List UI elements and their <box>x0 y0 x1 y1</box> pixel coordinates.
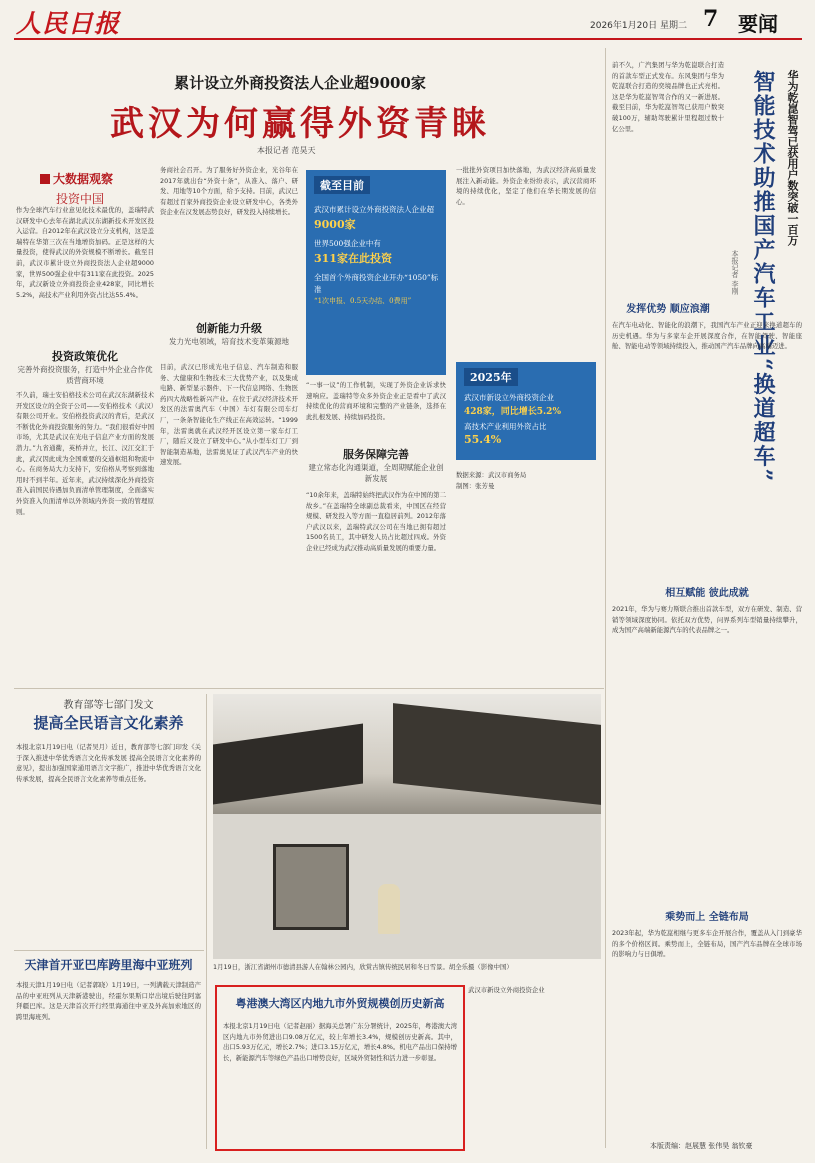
masthead <box>0 0 815 44</box>
section2-subtitle: 发力光电领域，培育技术变革策源地 <box>169 337 289 346</box>
infobox2-stats <box>456 362 596 460</box>
section2-text: 目前，武汉已形成光电子信息、汽车制造和服务、大健康和生物技术三大优势产业，以及集成电路、新型显示器件、下一代信息网络、生物医药四大战略性新兴产业。在位于武汉经济技术开发区的法雷奥汽车（中国）车灯有限公司车灯厂，一条条智能化生产线正在高效运转。“1999年，法雷奥就在武汉经开区设立第一家车灯工厂，随后又设立了研发中心。”从小型车灯工厂到智能制造基地，法雷奥见证了武汉汽车产业的快速发展。 <box>160 363 298 467</box>
section3-title: 服务保障完善 <box>343 448 409 461</box>
right-article-kicker: 华为乾崑智驾已获用户数突破一百万 <box>786 70 799 246</box>
column-tag <box>40 170 160 207</box>
closing-credit: 数据来源：武汉市商务局 制图：张芳曼 <box>456 471 527 490</box>
right-section2-title: 相互赋能 彼此成就 <box>665 588 749 599</box>
infobox2-item2-value: 55.4% <box>464 433 502 446</box>
right-text1: 前不久，广汽集团与华为乾崑联合打造的首款车型正式发布。东风集团与华为乾崑联合打造的奕境品牌也正式亮相。这是华为乾崑智驾合作的又一新进展。截至目前，华为乾崑智驾已获用户数突破100万，辅助驾驶累计里程超过数十亿公里。 <box>612 61 724 133</box>
boxed-article <box>215 985 465 1151</box>
right-text4: 2023年起，华为乾崑相继与更多车企开展合作，覆盖从入门到豪华的多个价格区间。乘势而上，全链布局，国产汽车品牌在全球市场的影响力与日俱增。 <box>612 929 802 959</box>
photo-person <box>378 884 400 934</box>
column-tag-label: 大数据观察 <box>53 172 114 186</box>
photo-wall <box>213 814 601 959</box>
page-number: 7 <box>703 6 719 32</box>
right-article-headline: 智能技术助推国产汽车工业“换道超车” <box>750 70 776 484</box>
section1-subtitle: 完善外商投资服务，打造中外企业合作优质营商环境 <box>17 365 153 385</box>
right-section3-title: 乘势而上 全链布局 <box>665 912 749 923</box>
section1-title: 投资政策优化 <box>52 350 118 363</box>
page-editors: 本版责编：赵展慧 张伟昊 翁钦豪 <box>650 1142 753 1150</box>
photo-caption: 1月19日，浙江省湖州市德清县游人在翰林公园内，欣赏古镇传统民居和冬日雪景。胡全乐摄（影像中国） <box>213 963 513 971</box>
infobox-item3-label: 全国首个外商投资企业开办“1050”标准 <box>314 273 439 294</box>
section3-text: “10余年来，盖瑞特始终把武汉作为在中国的第二故乡。”在盖瑞特全球副总裁看来，中国区在经营规模、研发投入等方面一直稳居前列。2012年落户武汉以来，盖瑞特武汉公司在当地已拥有超过1500名员工，其中研发人员占比超过四成。外资企业已经成为武汉推动高质量发展的重要力量。 <box>306 491 446 552</box>
bottom-left-text: 本报北京1月19日电（记者吴月）近日，教育部等七部门印发《关于深入推进中华优秀语言文化传承发展 提高全民语言文化素养的意见》，提出加强国家通用语言文字推广，推进中华优秀语言文化传承发展，提高全民语言文化素养等重点任务。 <box>16 743 201 783</box>
section-name: 要闻 <box>738 12 778 36</box>
main-article-headline: 武汉为何赢得外资青睐 <box>110 104 490 144</box>
right-article-byline: 本报记者 李刚 <box>731 250 739 295</box>
right-column-divider <box>605 48 606 1148</box>
right-text2: 在汽车电动化、智能化的浪潮下，我国汽车产业正迎来换道超车的历史机遇。华为与多家车企开展深度合作，在智能驾驶、智能座舱、智能电动等领域持续投入，推动国产汽车品牌向高端迈进。 <box>612 321 802 351</box>
bottom-left-headline2: 天津首开亚巴库跨里海中亚班列 <box>24 958 193 972</box>
photo-roof-left <box>213 723 363 804</box>
column2-text: 务商社会召开。为了服务好外资企业，光谷年在2017年就出台“外资十条”，从准入、落户、研发、用地等10个方面，给予支持。目前，武汉已有超过百家外商投资企业设立研发中心，各类外资企业在汉发展态势良好，研发投入持续增长。 <box>160 166 298 217</box>
bottom-left-tag: 教育部等七部门发文 <box>63 700 154 711</box>
masthead-rule <box>14 38 802 40</box>
section2-title: 创新能力升级 <box>196 322 262 335</box>
infobox-item2-value: 311家在此投资 <box>314 252 392 265</box>
bottom-left-text2: 本报天津1月19日电（记者郭晓）1月19日，一列满载天津制造产品的中亚班列从天津新港驶出，经霍尔果斯口岸出境后驶往阿塞拜疆巴库。这是天津首次开行经里海通往中亚及外高加索地区的跨里海班列。 <box>16 981 201 1021</box>
photo-roof-right <box>393 703 601 805</box>
newspaper-logo: 人民日报 <box>16 9 121 38</box>
infobox-item3-value: “1次申报、0.5天办结、0费用” <box>314 297 412 305</box>
infobox-title: 截至目前 <box>314 176 370 194</box>
infobox-item1-value: 9000家 <box>314 218 356 231</box>
infobox2-item1-value: 428家，同比增长5.2% <box>464 407 561 417</box>
right-section1-title: 发挥优势 顺应浪潮 <box>626 304 710 315</box>
boxed-article-continuation <box>468 985 600 1147</box>
right-text3: 2021年，华为与赛力斯联合推出首款车型，双方在研发、制造、营销等领域深度协同。依托双方优势，问界系列车型销量持续攀升，成为国产高端新能源汽车的代表品牌之一。 <box>612 605 802 635</box>
section1-text: 不久前，瑞士安伯格技术公司在武汉东湖新技术开发区设立的全资子公司——安伯格技术（武汉）有限公司开业。安伯格投资武汉的背后，是武汉不断优化外商投资服务的努力。“我们很看好中国市场，尤其是武汉在光电子信息产业方面的发展潜力。”九省通衢，英桥并立，长江、汉江交汇于此，武汉因此成为全国重要的交通枢纽和物流中心。在商务局大力支持下，安伯格从考察到落地用时不到半年。近年来，武汉持续深化外商投资准入前国民待遇加负面清单管理制度，全面落实外资准入负面清单以外领域内外资一致的管理原则。 <box>16 391 154 516</box>
infobox2-item1-label: 武汉市新设立外商投资企业 <box>464 393 554 402</box>
infobox-item1-label: 武汉市累计设立外商投资法人企业超 <box>314 205 434 214</box>
boxed-article-headline: 粤港澳大湾区内地九市外贸规模创历史新高 <box>235 997 445 1010</box>
column4-text: 一批批外资项目加快落地，为武汉经济高质量发展注入新动能。外资企业纷纷表示，武汉营商环境的持续优化，坚定了他们在华长期发展的信心。 <box>456 166 596 206</box>
column3-text: “一事一议”的工作机制，实现了外资企业诉求快速响应。盖瑞特等众多外资企业正是看中了武汉持续优化的营商环境和完整的产业链条，选择在此扎根发展、持续加码投资。 <box>306 381 446 421</box>
main-article-byline: 本报记者 范昊天 <box>257 146 316 155</box>
section3-subtitle: 建立常态化沟通渠道，全周期赋能企业创新发展 <box>308 463 444 483</box>
boxed-article-text: 本报北京1月19日电（记者赵丽）据海关总署广东分署统计，2025年，粤港澳大湾区内地九市外贸进出口9.08万亿元，较上年增长3.4%，规模创历史新高。其中，出口5.93万亿元，增长2.7%；进口3.15万亿元，增长4.8%。机电产品出口保持增长，新能源汽车等绿色产品出口增势良好，区域外贸韧性和活力进一步彰显。 <box>223 1022 457 1062</box>
infobox-item2-label: 世界500强企业中有 <box>314 239 381 248</box>
continuation-text: 武汉市新设立外商投资企业 <box>468 986 545 994</box>
infobox2-item2-label: 高技术产业利用外资占比 <box>464 422 547 431</box>
main-article-kicker: 累计设立外商投资法人企业超9000家 <box>174 74 426 92</box>
bottom-left-headline: 提高全民语言文化素养 <box>33 714 184 732</box>
main-intro-text: 作为全球汽车行业意见化技术最优的，盖瑞特武汉研发中心去年在湖北武汉东湖新技术开发区投入运营。自2012年在武汉设立分支机构，这是盖瑞特在华第三次在当地增资加码。正是这样的大量投资，使得武汉的外资规模不断增长。截至目前，武汉市累计设立外商投资法人企业超9000家，世界500强企业中有311家在此投资。2025年，武汉新设立外商投资企业428家，同比增长5.2%，高技术产业利用外资占比达55.4%。 <box>16 206 154 299</box>
column-tag-icon <box>40 174 50 184</box>
issue-date: 2026年1月20日 星期二 <box>590 21 687 31</box>
bottom-left-divider <box>14 950 204 951</box>
news-photo <box>213 694 601 959</box>
main-article-divider <box>14 688 604 689</box>
column-tag-sub: 投资中国 <box>56 192 105 206</box>
photo-window <box>273 844 349 930</box>
bottom-left-vdivider <box>206 694 207 1149</box>
infobox-stats <box>306 170 446 375</box>
infobox2-title: 2025年 <box>464 368 518 386</box>
